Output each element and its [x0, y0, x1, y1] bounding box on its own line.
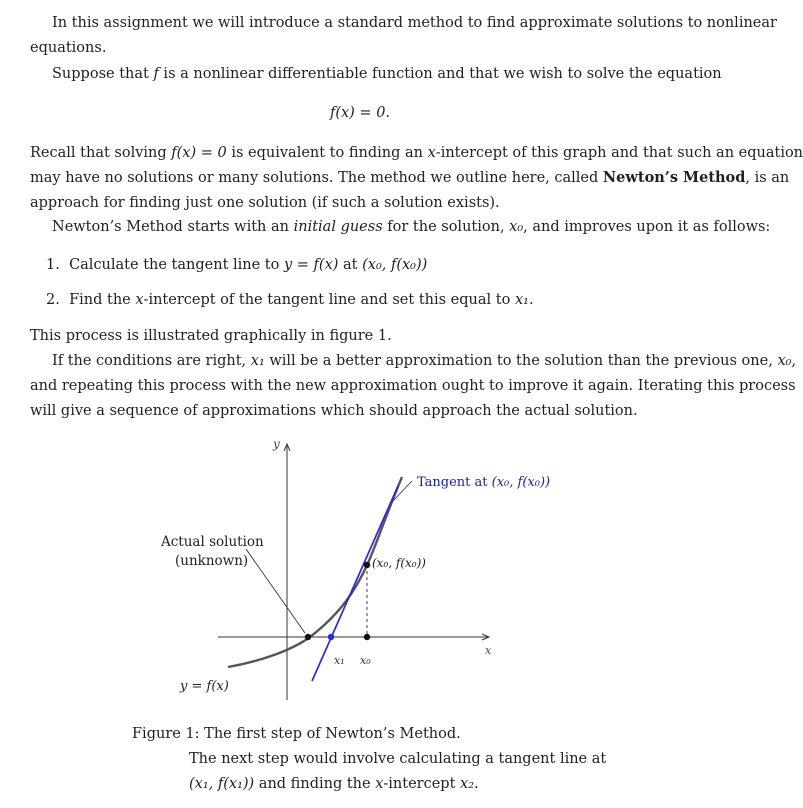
paragraph-suppose: Suppose that f is a nonlinear differentiable function and that we wish to solve the equation — [52, 66, 722, 82]
tangent-label-pointer — [391, 481, 412, 503]
x0-point — [364, 634, 370, 640]
actual-solution-pointer — [246, 549, 305, 633]
paragraph-intro-line2: equations. — [30, 40, 107, 56]
paragraph-intro-line1: In this assignment we will introduce a standard method to find approximate solutions to nonlinear — [52, 15, 777, 31]
tangent-line — [312, 486, 398, 681]
tangent-label: Tangent at (x₀, f(x₀)) — [417, 475, 551, 490]
paragraph-conditions-line1: If the conditions are right, x₁ will be a better approximation to the solution than the previous one, x₀, — [52, 353, 797, 369]
y-axis-label: y — [273, 437, 280, 451]
x-axis-label: x — [485, 644, 492, 657]
figure-caption-note-line1: The next step would involve calculating a tangent line at — [189, 751, 607, 767]
tangent-point-label: (x₀, f(x₀)) — [372, 556, 426, 570]
actual-solution-label-line2: (unknown) — [175, 553, 249, 569]
figure-caption: Figure 1: The first step of Newton’s Method. — [132, 726, 461, 742]
actual-root-point — [305, 634, 311, 640]
equation-f-equals-zero: f(x) = 0. — [329, 105, 391, 121]
paragraph-recall-line2: may have no solutions or many solutions. The method we outline here, called Newton’s Method, is an — [30, 169, 790, 186]
tick-label-x0: x₀ — [360, 654, 371, 667]
x1-point — [328, 634, 334, 640]
curve-label: y = f(x) — [180, 679, 229, 694]
list-item-step-2: 2. Find the x-intercept of the tangent line and set this equal to x₁. — [46, 292, 534, 308]
list-item-step-1: 1. Calculate the tangent line to y = f(x) at (x₀, f(x₀)) — [46, 257, 428, 273]
paragraph-illustrated: This process is illustrated graphically in figure 1. — [30, 328, 392, 344]
paragraph-conditions-line3: will give a sequence of approximations which should approach the actual solution. — [30, 403, 638, 419]
tick-label-x1: x₁ — [334, 654, 345, 667]
tangent-point — [364, 562, 370, 568]
actual-solution-label-line1: Actual solution — [161, 534, 264, 550]
paragraph-conditions-line2: and repeating this process with the new approximation ought to improve it again. Iterating this process — [30, 378, 796, 394]
paragraph-newton-start: Newton’s Method starts with an initial guess for the solution, x₀, and improves upon it as follows: — [52, 219, 771, 235]
paragraph-recall-line1: Recall that solving f(x) = 0 is equivalent to finding an x-intercept of this graph and that such an equation — [30, 145, 803, 161]
function-curve — [228, 477, 402, 667]
figure-caption-note-line2: (x₁, f(x₁)) and finding the x-intercept x₂. — [189, 776, 479, 792]
paragraph-recall-line3: approach for finding just one solution (if such a solution exists). — [30, 195, 500, 211]
